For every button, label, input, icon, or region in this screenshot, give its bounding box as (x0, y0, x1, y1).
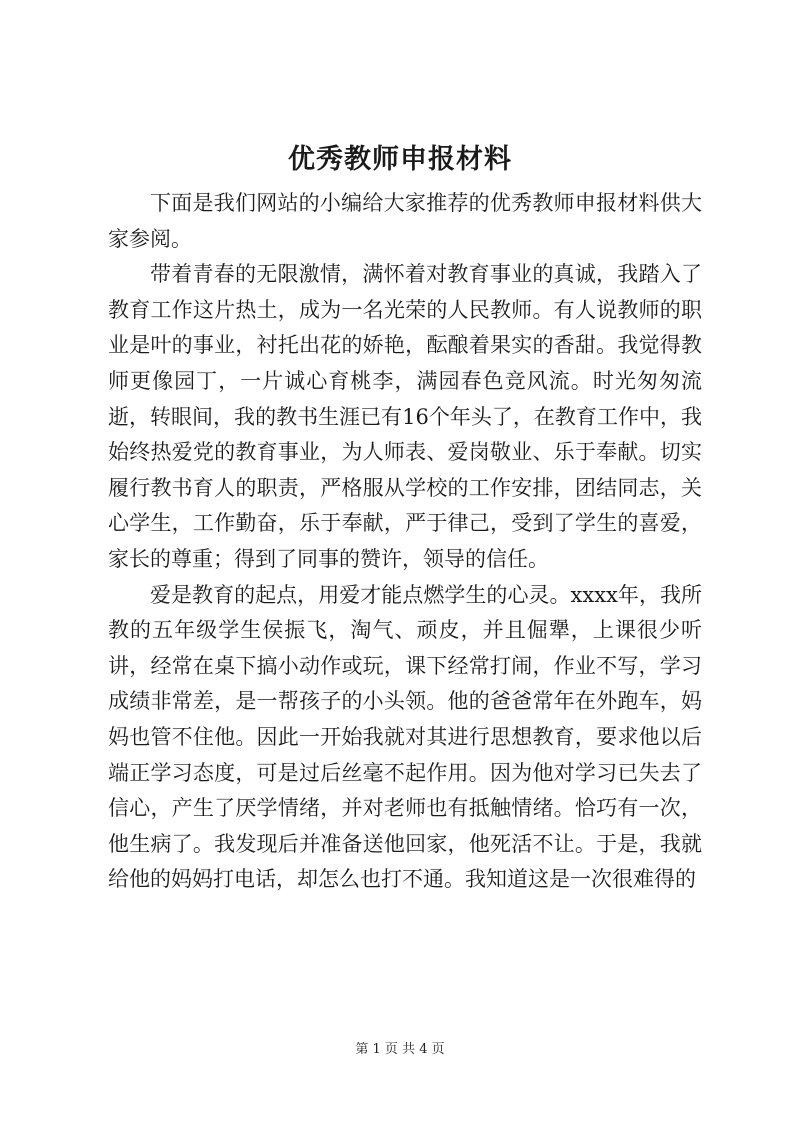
paragraph-intro: 下面是我们网站的小编给大家推荐的优秀教师申报材料供大家参阅。 (108, 191, 702, 251)
document-body (108, 186, 702, 898)
paragraph-3: 爱是教育的起点，用爱才能点燃学生的心灵。xxxx年，我所教的五年级学生侯振飞，淘气、顽皮，并且倔犟，上课很少听讲，经常在桌下搞小动作或玩，课下经常打闹，作业不写，学习成绩非常差，是一帮孩子的小头领。他的爸爸常年在外跑车，妈妈也管不住他。因此一开始我就对其进行思想教育，要求他以后端正学习态度，可是过后丝毫不起作用。因为他对学习已失去了信心，产生了厌学情绪，并对老师也有抵触情绪。恰巧有一次，他生病了。我发现后并准备送他回家，他死活不让。于是，我就给他的妈妈打电话，却怎么也打不通。我知道这是一次很难得的 (108, 582, 702, 892)
paragraph-2: 带着青春的无限激情，满怀着对教育事业的真诚，我踏入了教育工作这片热土，成为一名光荣的人民教师。有人说教师的职业是叶的事业，衬托出花的娇艳，酝酿着果实的香甜。我觉得教师更像园丁，一片诚心育桃李，满园春色竞风流。时光匆匆流逝，转眼间，我的教书生涯已有16个年头了，在教育工作中，我始终热爱党的教育事业，为人师表、爱岗敬业、乐于奉献。切实履行教书育人的职责，严格服从学校的工作安排，团结同志，关心学生，工作勤奋，乐于奉献，严于律己，受到了学生的喜爱，家长的尊重；得到了同事的赞许，领导的信任。 (108, 262, 702, 571)
document-title: 优秀教师申报材料 (288, 144, 512, 175)
page-footer: 第 1 页 共 4 页 (355, 1042, 445, 1057)
